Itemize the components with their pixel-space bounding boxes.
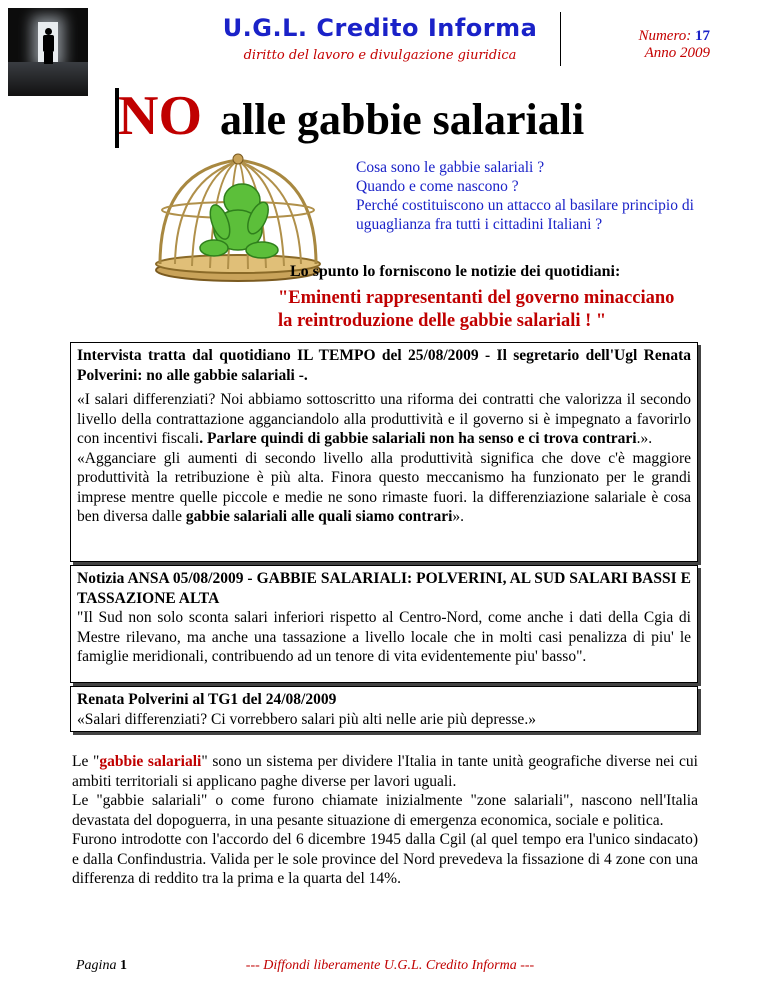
article-body [72, 752, 698, 889]
question-item: Cosa sono le gabbie salariali ? [356, 159, 545, 176]
quote-headline [278, 287, 748, 333]
quote-line: la reintroduzione delle gabbie salariali ! " [278, 311, 607, 331]
interview-heading: Intervista tratta dal quotidiano IL TEMPO del 25/08/2009 - Il segretario dell'Ugl Renata Polverini: no alle gabbie salariali -. [77, 347, 691, 384]
text-run: «Agganciare gli aumenti di secondo livello alla produttività significa che dove c'è maggiore produttività la retribuzione è più alta. Finora questo meccanismo ha funzionato per le grandi imprese mentre quelle piccole e medie ne sono rimaste fuori. la differenziazione salariale è cosa ben diversa dalle [77, 449, 691, 525]
headline-rest: alle gabbie salariali [220, 95, 585, 144]
figure-head [45, 28, 52, 35]
quote-line: "Eminenti rappresentanti del governo minacciano [278, 288, 675, 308]
page-number [76, 958, 127, 974]
spunto-line: Lo spunto lo forniscono le notizie dei quotidiani: [290, 263, 621, 280]
question-item: Quando e come nascono ? [356, 178, 519, 195]
text-run: " sono un sistema per dividere l'Italia in tante unità geografiche diverse nei cui ambiti territoriali si applicano paghe diverse per lavori uguali. [72, 753, 698, 790]
question-item: Perché costituiscono un attacco al basilare principio di uguaglianza fra tutti i cittadini Italiani ? [356, 197, 694, 233]
intro-questions [356, 158, 696, 234]
headline [118, 84, 738, 154]
tg1-text: «Salari differenziati? Ci vorrebbero salari più alti nelle arie più depresse.» [77, 710, 536, 728]
headline-no: NO [118, 85, 202, 147]
text-run: .». [636, 430, 653, 447]
bold-run: . Parlare quindi di gabbie salariali non ha senso e ci trova contrari [199, 430, 637, 447]
interview-paragraph [77, 449, 691, 527]
figure-legs [44, 52, 53, 64]
text-run: ». [452, 508, 465, 525]
tg1-box [70, 686, 698, 732]
issue-info [580, 28, 710, 62]
publication-subtitle: diritto del lavoro e divulgazione giuridica [243, 48, 517, 63]
tg1-heading: Renata Polverini al TG1 del 24/08/2009 [77, 691, 337, 708]
publication-title: U.G.L. Credito Informa [222, 14, 538, 42]
interview-paragraph [77, 390, 691, 449]
floor [8, 62, 88, 96]
page-label: Pagina [76, 958, 117, 973]
body-paragraph [72, 752, 698, 791]
text-run: «I salari differenziati? Noi abbiamo sottoscritto una riforma dei contratti che valorizza il secondo livello della contrattazione agganciandolo alla produttività e il governo si è impegnato a favorirlo con incentivi fiscali [77, 391, 691, 447]
interview-box [70, 342, 698, 562]
issue-label: Numero: [638, 28, 692, 44]
body-paragraph: Le "gabbie salariali" o come furono chiamate inizialmente "zone salariali", nascono nell'Italia devastata del dopoguerra, in una pesante situazione di emergenza economica, sociale e politica. [72, 792, 698, 829]
issue-year: Anno 2009 [644, 45, 710, 61]
body-paragraph: Furono introdotte con l'accordo del 6 dicembre 1945 dalla Cgil (al quel tempo era l'unico sindacato) e dalla Confindustria. Valida per le sole province del Nord prevedeva la fissazione di 4 zone con una differenza di reddito tra la prima e la quarta del 14%. [72, 831, 698, 887]
logo-image [8, 8, 88, 96]
text-run: Le " [72, 753, 100, 770]
ansa-heading: Notizia ANSA 05/08/2009 - GABBIE SALARIALI: POLVERINI, AL SUD SALARI BASSI E TASSAZIONE ALTA [77, 570, 691, 607]
footer-tagline: --- Diffondi liberamente U.G.L. Credito Informa --- [245, 958, 535, 973]
ansa-box [70, 565, 698, 683]
ansa-text: "Il Sud non solo sconta salari inferiori rispetto al Centro-Nord, come anche i dati della Cgia di Mestre rilevano, ma anche una tassazione a livello locale che in molti casi penalizza di piu' le famiglie meridionali, contribuendo ad un tenore di vita evidentemente piu' basso". [77, 609, 691, 665]
highlight-run: gabbie salariali [99, 753, 202, 770]
figure-body [43, 35, 54, 52]
page-number-value: 1 [119, 958, 127, 973]
bold-run: gabbie salariali alle quali siamo contrari [185, 508, 453, 525]
issue-number: 17 [695, 28, 710, 44]
masthead [200, 12, 561, 66]
